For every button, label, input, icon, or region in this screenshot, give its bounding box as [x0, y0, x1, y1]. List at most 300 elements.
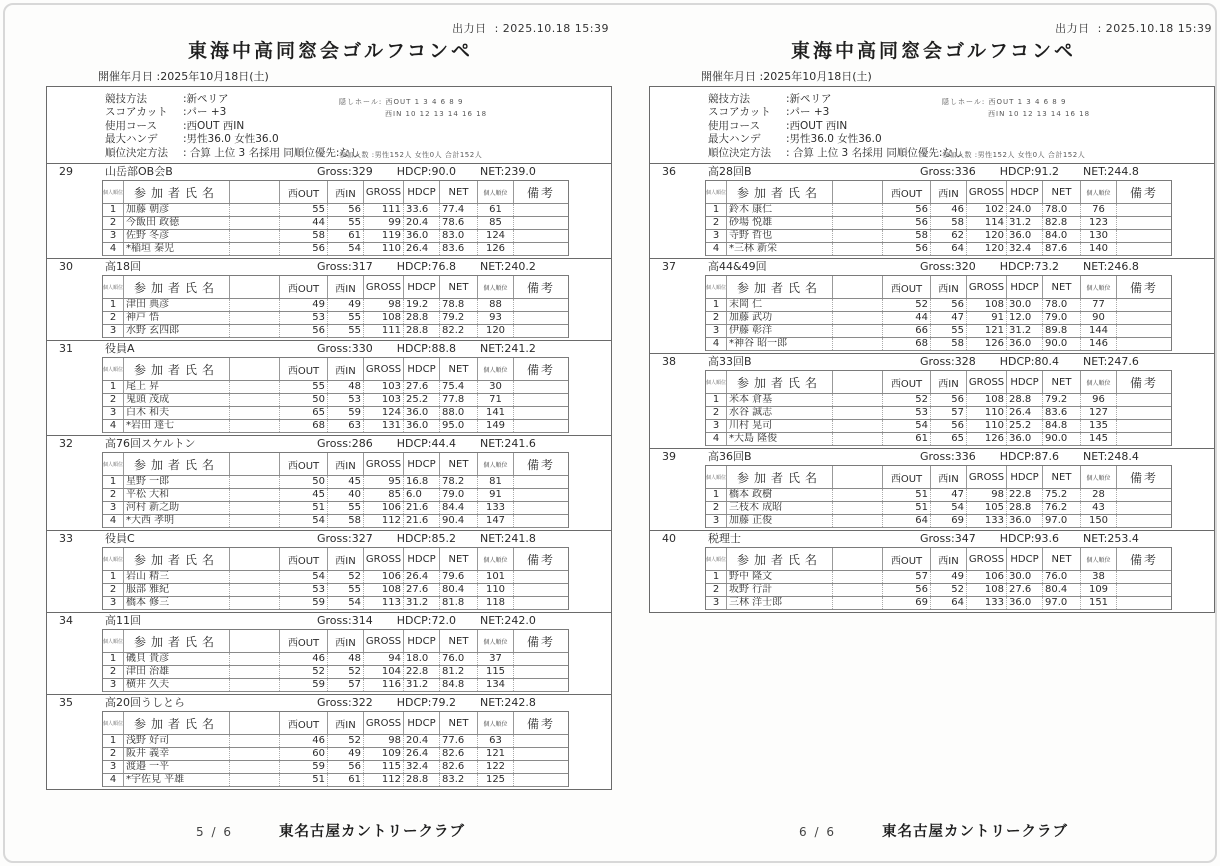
column-header-remark: 備考 [513, 712, 568, 734]
team-net: NET:241.6 [479, 437, 536, 450]
player-row [103, 312, 568, 325]
score-net: 84.8 [439, 679, 477, 691]
output-date-value: : 2025.10.18 15:39 [494, 22, 609, 35]
score-west-out: 52 [882, 394, 930, 406]
column-header-hdcp: HDCP [403, 548, 439, 570]
score-west-out: 58 [882, 230, 930, 242]
score-west-in: 64 [930, 597, 966, 609]
setting-value: :パー +3 [183, 106, 227, 119]
column-header-remark: 備考 [1116, 276, 1171, 298]
score-hdcp: 36.0 [403, 407, 439, 419]
player-row [706, 312, 1171, 325]
group-header [650, 449, 1214, 465]
player-row [706, 597, 1171, 610]
player-name: *大西 孝明 [123, 515, 229, 527]
spacer-cell [229, 325, 279, 337]
score-gross: 116 [363, 679, 403, 691]
score-west-in: 63 [327, 420, 363, 432]
score-gross: 105 [966, 502, 1006, 514]
score-gross: 85 [363, 489, 403, 501]
column-header-gross: GROSS [363, 548, 403, 570]
column-header-spacer [229, 276, 279, 298]
score-west-out: 64 [882, 515, 930, 527]
column-header-remark: 備考 [1116, 548, 1171, 570]
column-header-gross: GROSS [966, 548, 1006, 570]
column-header-rank: 個人順位 [477, 358, 513, 380]
report-body [46, 86, 612, 790]
team-gross: Gross:336 [920, 450, 976, 463]
column-header-west-in: 西IN [327, 630, 363, 652]
team-net: NET:241.2 [479, 342, 536, 355]
column-header-spacer [229, 358, 279, 380]
score-west-in: 56 [327, 204, 363, 216]
column-header-gross: GROSS [363, 630, 403, 652]
spacer-cell [229, 420, 279, 432]
team-net: NET:241.8 [479, 532, 536, 545]
score-west-in: 54 [327, 597, 363, 609]
spacer-cell [832, 407, 882, 419]
player-row [706, 394, 1171, 407]
individual-rank: 28 [1080, 489, 1116, 501]
table-header-row [706, 276, 1171, 299]
score-west-in: 52 [930, 584, 966, 596]
column-header-hdcp: HDCP [1006, 371, 1042, 393]
player-row [706, 230, 1171, 243]
score-hdcp: 27.6 [403, 381, 439, 393]
column-header-rank: 個人順位 [1080, 466, 1116, 488]
column-header-seq: 個人順位 [706, 556, 726, 563]
score-net: 75.2 [1042, 489, 1080, 501]
table-header-row [103, 712, 568, 735]
table-header-row [706, 371, 1171, 394]
column-header-spacer [229, 630, 279, 652]
score-west-in: 56 [930, 394, 966, 406]
score-net: 83.6 [439, 243, 477, 255]
player-name: 河村 新之助 [123, 502, 229, 514]
team-net: NET:242.0 [479, 614, 536, 627]
player-row [706, 571, 1171, 584]
player-name: *大島 隆俊 [726, 433, 832, 445]
individual-rank: 145 [1080, 433, 1116, 445]
player-row [706, 243, 1171, 256]
score-west-in: 49 [327, 299, 363, 311]
column-header-name: 参加者氏名 [123, 358, 229, 380]
group-number: 38 [662, 355, 676, 368]
spacer-cell [832, 243, 882, 255]
team-gross: Gross:314 [317, 614, 373, 627]
score-net: 76.0 [1042, 571, 1080, 583]
score-west-out: 55 [279, 381, 327, 393]
player-seq: 3 [712, 597, 720, 608]
player-name: 磯貝 貴彦 [123, 653, 229, 665]
individual-rank: 124 [477, 230, 513, 242]
player-seq: 2 [109, 312, 117, 323]
player-seq: 4 [712, 243, 720, 254]
groups-container [650, 163, 1214, 612]
player-name: *岩田 達七 [123, 420, 229, 432]
player-row [103, 748, 568, 761]
group-number: 31 [59, 342, 73, 355]
setting-label: 使用コース [708, 119, 760, 132]
spacer-cell [229, 489, 279, 501]
score-west-in: 55 [930, 325, 966, 337]
remark-cell [513, 407, 568, 419]
team-gross: Gross:330 [317, 342, 373, 355]
player-row [103, 774, 568, 787]
group-header [47, 695, 611, 711]
player-name: 岩山 精三 [123, 571, 229, 583]
individual-rank: 126 [477, 243, 513, 255]
player-seq: 1 [109, 476, 117, 487]
player-seq: 4 [109, 515, 117, 526]
column-header-west-in: 西IN [930, 276, 966, 298]
remark-cell [1116, 571, 1171, 583]
score-west-out: 52 [279, 666, 327, 678]
column-header-gross: GROSS [363, 181, 403, 203]
player-name: 砂場 悦雄 [726, 217, 832, 229]
column-header-remark: 備考 [1116, 181, 1171, 203]
score-hdcp: 26.4 [403, 243, 439, 255]
spacer-cell [229, 666, 279, 678]
player-name: 寺野 哲也 [726, 230, 832, 242]
player-row [706, 584, 1171, 597]
score-gross: 108 [966, 299, 1006, 311]
score-gross: 103 [363, 394, 403, 406]
score-hdcp: 28.8 [1006, 502, 1042, 514]
player-seq: 1 [712, 489, 720, 500]
score-net: 78.0 [1042, 204, 1080, 216]
individual-rank: 109 [1080, 584, 1116, 596]
hidden-holes [339, 96, 487, 120]
score-west-in: 64 [930, 243, 966, 255]
player-seq: 3 [109, 502, 117, 513]
column-header-name: 参加者氏名 [726, 276, 832, 298]
score-west-out: 61 [882, 433, 930, 445]
column-header-seq: 個人順位 [706, 379, 726, 386]
individual-rank: 76 [1080, 204, 1116, 216]
remark-cell [513, 381, 568, 393]
spacer-cell [229, 515, 279, 527]
team-net: NET:246.8 [1082, 260, 1139, 273]
team-hdcp: HDCP:80.4 [999, 355, 1059, 368]
score-gross: 108 [363, 312, 403, 324]
player-row [103, 407, 568, 420]
score-net: 90.0 [1042, 338, 1080, 350]
score-net: 79.0 [1042, 312, 1080, 324]
score-net: 79.2 [1042, 394, 1080, 406]
score-hdcp: 36.0 [1006, 597, 1042, 609]
score-gross: 120 [966, 230, 1006, 242]
score-gross: 111 [363, 204, 403, 216]
column-header-spacer [832, 276, 882, 298]
remark-cell [1116, 299, 1171, 311]
score-hdcp: 22.8 [403, 666, 439, 678]
player-row [103, 243, 568, 256]
setting-label: スコアカット [105, 106, 168, 119]
column-header-rank: 個人順位 [477, 453, 513, 475]
score-gross: 126 [966, 338, 1006, 350]
column-header-hdcp: HDCP [403, 276, 439, 298]
player-seq: 1 [109, 204, 117, 215]
score-west-out: 44 [882, 312, 930, 324]
group-block [47, 530, 611, 612]
spacer-cell [229, 761, 279, 773]
column-header-west-in: 西IN [930, 548, 966, 570]
remark-cell [1116, 243, 1171, 255]
column-header-west-out: 西OUT [279, 276, 327, 298]
column-header-hdcp: HDCP [1006, 276, 1042, 298]
remark-cell [513, 325, 568, 337]
player-row [706, 299, 1171, 312]
column-header-remark: 備考 [513, 181, 568, 203]
column-header-west-out: 西OUT [279, 453, 327, 475]
score-west-out: 69 [882, 597, 930, 609]
column-header-west-in: 西IN [930, 181, 966, 203]
setting-line [708, 133, 1206, 146]
score-table [705, 275, 1172, 351]
score-hdcp: 27.6 [403, 584, 439, 596]
player-seq: 3 [712, 515, 720, 526]
player-name: 三林 洋士郎 [726, 597, 832, 609]
column-header-rank: 個人順位 [1080, 276, 1116, 298]
score-net: 78.8 [439, 299, 477, 311]
individual-rank: 149 [477, 420, 513, 432]
hidden-holes-in: 西IN 10 12 13 14 16 18 [988, 110, 1091, 118]
individual-rank: 91 [477, 489, 513, 501]
team-hdcp: HDCP:90.0 [396, 165, 456, 178]
spacer-cell [832, 502, 882, 514]
score-hdcp: 20.4 [403, 217, 439, 229]
individual-rank: 63 [477, 735, 513, 747]
player-seq: 3 [712, 230, 720, 241]
score-net: 89.8 [1042, 325, 1080, 337]
group-block [47, 435, 611, 530]
team-hdcp: HDCP:88.8 [396, 342, 456, 355]
score-hdcp: 19.2 [403, 299, 439, 311]
page-footer [645, 820, 1220, 841]
score-gross: 119 [363, 230, 403, 242]
column-header-west-out: 西OUT [882, 371, 930, 393]
score-west-in: 48 [327, 653, 363, 665]
remark-cell [513, 571, 568, 583]
score-gross: 104 [363, 666, 403, 678]
score-hdcp: 25.2 [403, 394, 439, 406]
score-gross: 111 [363, 325, 403, 337]
score-west-out: 56 [279, 243, 327, 255]
column-header-seq: 個人順位 [103, 556, 123, 563]
player-seq: 1 [109, 571, 117, 582]
team-net: NET:248.4 [1082, 450, 1139, 463]
score-hdcp: 30.0 [1006, 299, 1042, 311]
table-header-row [103, 548, 568, 571]
score-west-out: 68 [279, 420, 327, 432]
spacer-cell [229, 502, 279, 514]
remark-cell [1116, 338, 1171, 350]
player-row [103, 299, 568, 312]
team-hdcp: HDCP:72.0 [396, 614, 456, 627]
column-header-spacer [229, 453, 279, 475]
remark-cell [1116, 502, 1171, 514]
spacer-cell [229, 204, 279, 216]
setting-label: 競技方法 [105, 93, 147, 105]
player-row [103, 381, 568, 394]
player-name: 津田 典彦 [123, 299, 229, 311]
score-west-in: 62 [930, 230, 966, 242]
setting-value: :男性36.0 女性36.0 [183, 133, 279, 146]
report-page-left [42, 12, 619, 857]
table-header-row [103, 358, 568, 381]
score-table [102, 547, 569, 610]
individual-rank: 77 [1080, 299, 1116, 311]
setting-label: 最大ハンデ [708, 133, 761, 146]
team-gross: Gross:327 [317, 532, 373, 545]
column-header-name: 参加者氏名 [726, 371, 832, 393]
competition-settings [47, 87, 611, 163]
score-hdcp: 26.4 [403, 571, 439, 583]
player-row [706, 489, 1171, 502]
player-row [103, 502, 568, 515]
player-name: 鬼頭 茂成 [123, 394, 229, 406]
player-seq: 4 [109, 243, 117, 254]
remark-cell [513, 243, 568, 255]
hidden-holes-label: 隠しホール: [339, 98, 383, 106]
setting-label: 順位決定方法 [708, 146, 771, 159]
individual-rank: 110 [477, 584, 513, 596]
player-name: 米本 倉基 [726, 394, 832, 406]
team-gross: Gross:320 [920, 260, 976, 273]
score-west-in: 47 [930, 489, 966, 501]
score-hdcp: 36.0 [403, 420, 439, 432]
score-west-in: 65 [930, 433, 966, 445]
setting-label: 最大ハンデ [105, 133, 158, 146]
player-row [103, 204, 568, 217]
score-hdcp: 32.4 [1006, 243, 1042, 255]
group-block [650, 530, 1214, 612]
remark-cell [513, 597, 568, 609]
score-west-out: 55 [279, 204, 327, 216]
individual-rank: 101 [477, 571, 513, 583]
group-header [650, 259, 1214, 275]
page-number: 6 / 6 [799, 825, 836, 839]
column-header-remark: 備考 [513, 358, 568, 380]
score-hdcp: 26.4 [403, 748, 439, 760]
remark-cell [1116, 407, 1171, 419]
column-header-seq: 個人順位 [706, 474, 726, 481]
score-west-out: 59 [279, 761, 327, 773]
spacer-cell [832, 204, 882, 216]
remark-cell [1116, 489, 1171, 501]
column-header-rank: 個人順位 [477, 712, 513, 734]
score-west-in: 53 [327, 394, 363, 406]
spacer-cell [832, 217, 882, 229]
score-hdcp: 31.2 [1006, 325, 1042, 337]
player-row [103, 653, 568, 666]
remark-cell [1116, 584, 1171, 596]
column-header-rank: 個人順位 [1080, 181, 1116, 203]
score-west-out: 51 [882, 502, 930, 514]
team-hdcp: HDCP:87.6 [999, 450, 1059, 463]
player-seq: 1 [712, 204, 720, 215]
spacer-cell [229, 748, 279, 760]
group-block [650, 353, 1214, 448]
player-row [103, 666, 568, 679]
score-west-in: 52 [327, 735, 363, 747]
setting-value: :男性36.0 女性36.0 [786, 133, 882, 146]
player-seq: 1 [109, 299, 117, 310]
player-name: 鈴木 康仁 [726, 204, 832, 216]
player-row [103, 515, 568, 528]
score-west-out: 49 [279, 299, 327, 311]
score-west-out: 65 [279, 407, 327, 419]
column-header-hdcp: HDCP [403, 630, 439, 652]
score-net: 82.6 [439, 748, 477, 760]
player-seq: 2 [109, 489, 117, 500]
column-header-seq: 個人順位 [103, 189, 123, 196]
score-net: 77.4 [439, 204, 477, 216]
column-header-remark: 備考 [1116, 371, 1171, 393]
column-header-net: NET [1042, 371, 1080, 393]
score-net: 77.8 [439, 394, 477, 406]
score-net: 76.0 [439, 653, 477, 665]
group-number: 32 [59, 437, 73, 450]
spacer-cell [832, 312, 882, 324]
spacer-cell [832, 489, 882, 501]
player-row [103, 679, 568, 692]
score-gross: 126 [966, 433, 1006, 445]
score-hdcp: 22.8 [1006, 489, 1042, 501]
player-row [103, 761, 568, 774]
score-gross: 106 [363, 571, 403, 583]
player-seq: 2 [109, 748, 117, 759]
score-west-in: 58 [930, 338, 966, 350]
player-row [103, 394, 568, 407]
score-hdcp: 16.8 [403, 476, 439, 488]
individual-rank: 133 [477, 502, 513, 514]
player-name: 服部 雅紀 [123, 584, 229, 596]
score-hdcp: 31.2 [1006, 217, 1042, 229]
spacer-cell [229, 217, 279, 229]
group-block [47, 340, 611, 435]
spacer-cell [832, 597, 882, 609]
score-net: 79.2 [439, 312, 477, 324]
setting-value: :パー +3 [786, 106, 830, 119]
player-seq: 1 [109, 735, 117, 746]
score-west-out: 56 [882, 243, 930, 255]
spacer-cell [229, 584, 279, 596]
column-header-seq: 個人順位 [103, 461, 123, 468]
group-number: 35 [59, 696, 73, 709]
club-name: 東名古屋カントリークラブ [881, 824, 1068, 840]
spacer-cell [229, 381, 279, 393]
score-hdcp: 21.6 [403, 515, 439, 527]
score-west-in: 49 [327, 748, 363, 760]
spacer-cell [832, 299, 882, 311]
column-header-seq: 個人順位 [103, 284, 123, 291]
setting-label: 順位決定方法 [105, 146, 168, 159]
score-hdcp: 36.0 [1006, 515, 1042, 527]
spacer-cell [229, 394, 279, 406]
column-header-west-out: 西OUT [279, 548, 327, 570]
player-row [103, 584, 568, 597]
column-header-name: 参加者氏名 [123, 276, 229, 298]
column-header-seq: 個人順位 [103, 638, 123, 645]
score-gross: 133 [966, 515, 1006, 527]
individual-rank: 123 [1080, 217, 1116, 229]
score-west-out: 54 [279, 571, 327, 583]
score-net: 78.6 [439, 217, 477, 229]
column-header-net: NET [439, 276, 477, 298]
setting-value: :西OUT 西IN [786, 119, 848, 132]
